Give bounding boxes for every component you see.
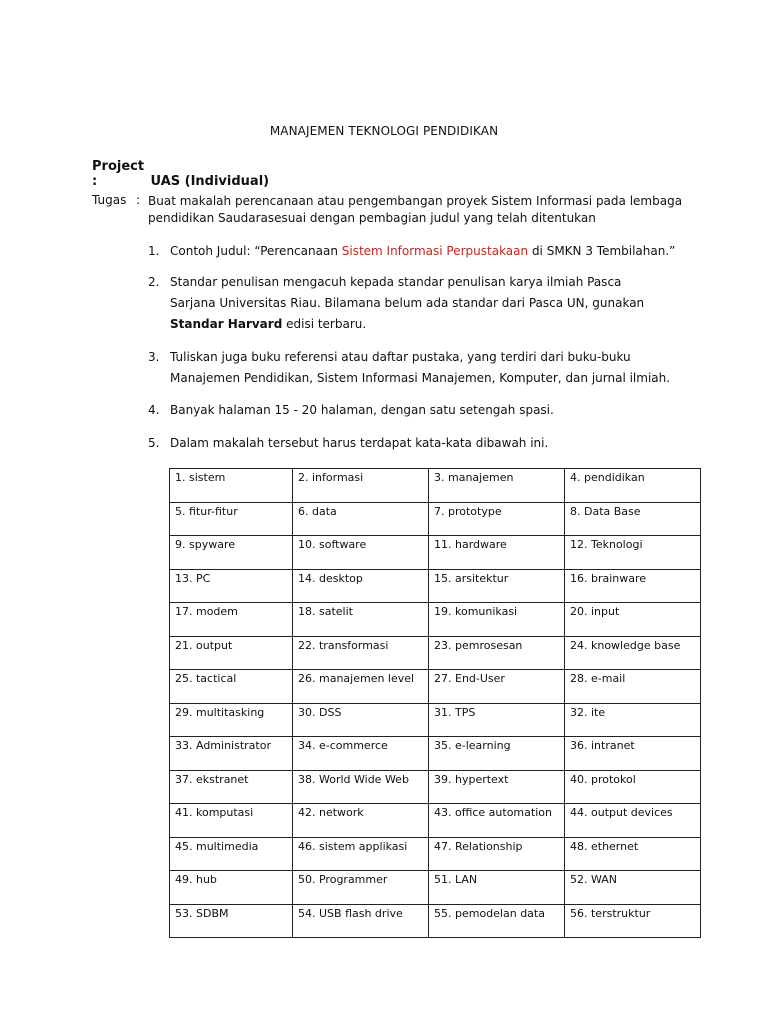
table-cell: 10. software [293, 536, 429, 570]
document-title: MANAJEMEN TEKNOLOGI PENDIDIKAN [269, 124, 499, 138]
list-item-2 [148, 272, 668, 335]
list-item-4 [148, 400, 708, 421]
table-row [170, 770, 701, 804]
table-cell: 53. SDBM [170, 904, 293, 938]
table-row [170, 569, 701, 603]
table-cell: 16. brainware [565, 569, 701, 603]
item-text-post: di SMKN 3 Tembilahan.” [528, 244, 676, 258]
table-row [170, 904, 701, 938]
table-cell: 5. fitur-fitur [170, 502, 293, 536]
table-cell: 45. multimedia [170, 837, 293, 871]
table-cell: 26. manajemen level [293, 670, 429, 704]
table-cell: 14. desktop [293, 569, 429, 603]
table-cell: 2. informasi [293, 469, 429, 503]
table-cell: 4. pendidikan [565, 469, 701, 503]
table-cell: 35. e-learning [429, 737, 565, 771]
table-cell: 3. manajemen [429, 469, 565, 503]
table-cell: 36. intranet [565, 737, 701, 771]
table-cell: 13. PC [170, 569, 293, 603]
table-row [170, 737, 701, 771]
table-cell: 49. hub [170, 871, 293, 905]
table-cell: 27. End-User [429, 670, 565, 704]
list-item-number: 3. [148, 350, 160, 364]
table-cell: 47. Relationship [429, 837, 565, 871]
table-cell: 33. Administrator [170, 737, 293, 771]
table-cell: 20. input [565, 603, 701, 637]
project-label: Project : [92, 159, 145, 189]
table-row [170, 703, 701, 737]
table-cell: 8. Data Base [565, 502, 701, 536]
list-item-text [170, 241, 708, 262]
table-cell: 54. USB flash drive [293, 904, 429, 938]
table-row [170, 603, 701, 637]
table-row [170, 536, 701, 570]
table-cell: 17. modem [170, 603, 293, 637]
table-cell: 32. ite [565, 703, 701, 737]
tugas-colon: : [136, 193, 141, 207]
project-line [92, 159, 269, 189]
table-cell: 31. TPS [429, 703, 565, 737]
table-row [170, 804, 701, 838]
list-item-1 [148, 241, 708, 262]
list-item-number: 4. [148, 403, 160, 417]
table-cell: 11. hardware [429, 536, 565, 570]
table-cell: 56. terstruktur [565, 904, 701, 938]
table-cell: 6. data [293, 502, 429, 536]
item-text-post: edisi terbaru. [282, 317, 367, 331]
table-row [170, 837, 701, 871]
table-cell: 40. protokol [565, 770, 701, 804]
project-value: UAS (Individual) [150, 174, 270, 189]
table-cell: 44. output devices [565, 804, 701, 838]
table-cell: 28. e-mail [565, 670, 701, 704]
item-text-pre: Contoh Judul: “Perencanaan [170, 244, 342, 258]
table-cell: 48. ethernet [565, 837, 701, 871]
table-cell: 19. komunikasi [429, 603, 565, 637]
tugas-text: Buat makalah perencanaan atau pengembangan proyek Sistem Informasi pada lembaga pendidikan Saudarasesuai dengan pembagian judul yang telah ditentukan [148, 194, 683, 225]
list-item-number: 2. [148, 275, 160, 289]
table-cell: 38. World Wide Web [293, 770, 429, 804]
list-item-3 [148, 347, 678, 389]
table-cell: 23. pemrosesan [429, 636, 565, 670]
table-cell: 30. DSS [293, 703, 429, 737]
list-item-number: 1. [148, 244, 160, 258]
table-row [170, 871, 701, 905]
table-row [170, 670, 701, 704]
list-item-text: Dalam makalah tersebut harus terdapat kata-kata dibawah ini. [170, 436, 549, 450]
table-row [170, 469, 701, 503]
table-cell: 43. office automation [429, 804, 565, 838]
list-item-text: Tuliskan juga buku referensi atau daftar pustaka, yang terdiri dari buku-buku Manajemen Pendidikan, Sistem Informasi Manajemen, Komputer, dan jurnal ilmiah. [170, 350, 671, 385]
table-cell: 51. LAN [429, 871, 565, 905]
table-cell: 24. knowledge base [565, 636, 701, 670]
table-cell: 50. Programmer [293, 871, 429, 905]
table-row [170, 502, 701, 536]
table-cell: 34. e-commerce [293, 737, 429, 771]
keywords-table [169, 468, 701, 938]
table-cell: 15. arsitektur [429, 569, 565, 603]
table-cell: 9. spyware [170, 536, 293, 570]
list-item-5 [148, 433, 708, 454]
table-cell: 41. komputasi [170, 804, 293, 838]
table-cell: 21. output [170, 636, 293, 670]
tugas-label: Tugas [92, 193, 127, 207]
table-cell: 42. network [293, 804, 429, 838]
table-cell: 39. hypertext [429, 770, 565, 804]
table-cell: 52. WAN [565, 871, 701, 905]
table-cell: 46. sistem applikasi [293, 837, 429, 871]
highlighted-title: Sistem Informasi Perpustakaan [341, 244, 529, 258]
table-cell: 22. transformasi [293, 636, 429, 670]
table-cell: 1. sistem [170, 469, 293, 503]
bold-text: Standar Harvard [170, 317, 283, 331]
list-item-text: Banyak halaman 15 - 20 halaman, dengan satu setengah spasi. [170, 403, 554, 417]
table-cell: 55. pemodelan data [429, 904, 565, 938]
table-row [170, 636, 701, 670]
item-text-pre: Standar penulisan mengacuh kepada standar penulisan karya ilmiah Pasca Sarjana Universitas Riau. Bilamana belum ada standar dari Pasca UN, gunakan [170, 275, 645, 310]
table-cell: 25. tactical [170, 670, 293, 704]
list-item-number: 5. [148, 436, 160, 450]
table-cell: 7. prototype [429, 502, 565, 536]
table-cell: 12. Teknologi [565, 536, 701, 570]
table-cell: 29. multitasking [170, 703, 293, 737]
list-item-text [170, 272, 668, 335]
table-cell: 37. ekstranet [170, 770, 293, 804]
table-cell: 18. satelit [293, 603, 429, 637]
